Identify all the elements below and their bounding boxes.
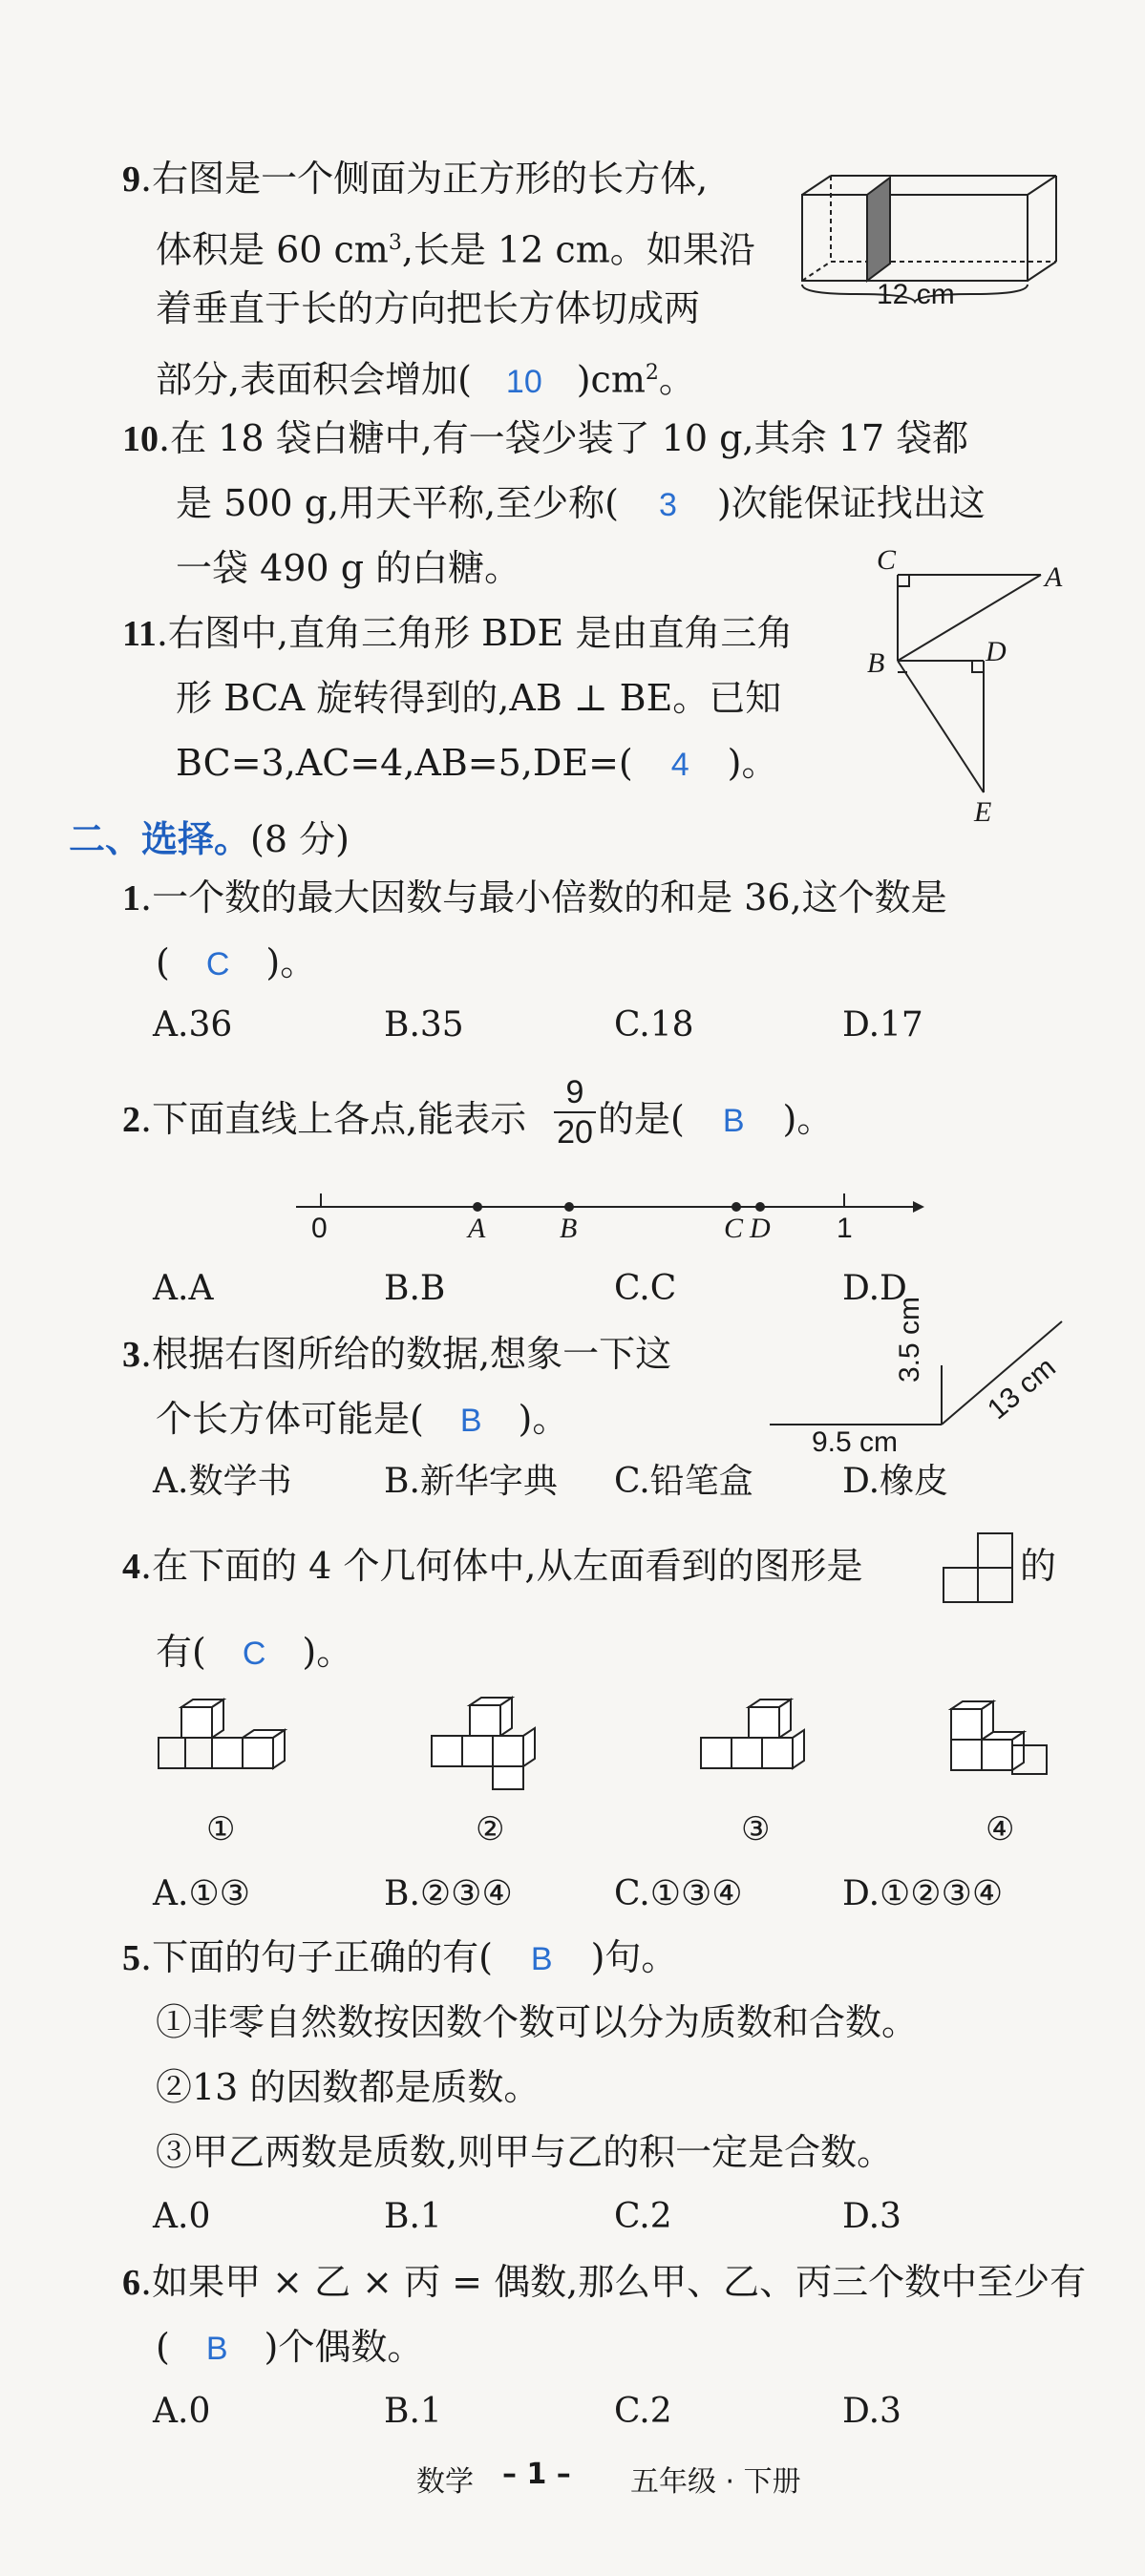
c4-answer: C (242, 1636, 266, 1672)
c3-option-d: D.橡皮 (842, 1462, 949, 1501)
c3-line1: 3.根据右图所给的数据,想象一下这 (122, 1333, 672, 1375)
q10-answer: 3 (659, 487, 677, 523)
c5-line1: 5.下面的句子正确的有( B )句。 (122, 1936, 678, 1978)
c2-option-c: C.C (614, 1269, 677, 1308)
axis-label-zero: 0 (311, 1213, 328, 1244)
q11-answer: 4 (670, 747, 689, 783)
c6-line2: ( B )个偶数。 (156, 2326, 424, 2368)
section-heading: 二、选择。(8 分) (69, 817, 350, 860)
c4-line1: 4.在下面的 4 个几何体中,从左面看到的图形是 (122, 1545, 863, 1587)
left-view-icon (940, 1531, 1016, 1604)
solid-3 (701, 1700, 825, 1785)
c2-fraction-numerator: 9 (565, 1074, 584, 1110)
solid-1 (159, 1700, 292, 1785)
solid-4 (951, 1698, 1066, 1793)
q9-line4: 部分,表面积会增加( 10 )$cm^2$。 (156, 358, 695, 401)
c6-answer: B (205, 2331, 228, 2367)
solid-label-2: ② (476, 1810, 505, 1848)
c3-width-label: 9.5 cm (812, 1426, 899, 1458)
c4-line1b: 的 (1020, 1545, 1057, 1587)
c2-fraction (554, 1073, 596, 1151)
c2-option-a: A.A (153, 1269, 214, 1308)
c2-line1: 2.下面直线上各点,能表示 (122, 1098, 527, 1140)
c4-option-b: B.②③④ (384, 1874, 513, 1913)
c2-answer: B (722, 1103, 745, 1139)
q9-length-label: 12 cm (877, 279, 955, 310)
footer-subject: 数学 (416, 2465, 474, 2499)
q10-line3: 一袋 490 g 的白糖。 (176, 547, 521, 589)
c2-line1b: 的是( B )。 (598, 1098, 834, 1140)
c4-option-a: A.①③ (153, 1874, 250, 1913)
q10-line2: 是 500 g,用天平称,至少称( 3 )次能保证找出这 (176, 482, 986, 524)
c3-option-c: C.铅笔盒 (614, 1462, 753, 1501)
c1-answer: C (205, 946, 230, 982)
q11-point-b: B (867, 647, 885, 679)
c5-option-b: B.1 (384, 2197, 442, 2236)
c5-statement-2: ②13 的因数都是质数。 (156, 2066, 541, 2108)
c2-option-d: D.D (842, 1269, 907, 1308)
q11-point-d: D (986, 636, 1007, 667)
axis-label-one: 1 (837, 1213, 853, 1244)
c1-option-b: B.35 (384, 1005, 464, 1045)
c6-option-d: D.3 (842, 2392, 901, 2431)
c4-option-c: C.①③④ (614, 1874, 743, 1913)
c6-line1: 6.如果甲 × 乙 × 丙 = 偶数,那么甲、乙、丙三个数中至少有 (122, 2261, 1087, 2303)
c4-line2: 有( C )。 (156, 1631, 353, 1673)
c6-option-c: C.2 (614, 2392, 672, 2431)
axis-point-b: B (560, 1213, 578, 1244)
c5-option-a: A.0 (153, 2197, 211, 2236)
axis-point-c: C (724, 1213, 744, 1244)
c5-statement-1: ①非零自然数按因数个数可以分为质数和合数。 (156, 2001, 919, 2043)
q11-point-c: C (877, 544, 897, 576)
c1-option-d: D.17 (842, 1005, 923, 1045)
q10-line1: 10.在 18 袋白糖中,有一袋少装了 10 g,其余 17 袋都 (122, 417, 969, 459)
c3-depth-label: 13 cm (982, 1351, 1062, 1426)
solid-label-1: ① (206, 1810, 236, 1848)
c3-option-a: A.数学书 (153, 1462, 292, 1501)
c1-option-c: C.18 (614, 1005, 694, 1045)
q9-line3: 着垂直于长的方向把长方体切成两 (156, 287, 701, 329)
solid-label-3: ③ (741, 1810, 771, 1848)
q11-point-e: E (974, 796, 992, 828)
footer-grade: 五年级 · 下册 (630, 2465, 801, 2499)
number-line (296, 1184, 926, 1213)
c3-line2: 个长方体可能是( B )。 (156, 1398, 569, 1440)
q11-line3: BC=3,AC=4,AB=5,DE=( 4 )。 (176, 742, 778, 784)
axis-point-a: A (468, 1213, 486, 1244)
c6-option-a: A.0 (153, 2392, 211, 2431)
axis-point-d: D (750, 1213, 771, 1244)
c1-option-a: A.36 (153, 1005, 233, 1045)
c3-option-b: B.新华字典 (384, 1462, 558, 1501)
c6-option-b: B.1 (384, 2392, 442, 2431)
c5-statement-3: ③甲乙两数是质数,则甲与乙的积一定是合数。 (156, 2131, 894, 2173)
c3-height-label: 3.5 cm (894, 1296, 925, 1383)
c2-fraction-denominator: 20 (554, 1111, 596, 1151)
solid-2 (432, 1696, 565, 1791)
c3-answer: B (459, 1403, 482, 1439)
triangle-figure (888, 563, 1079, 812)
c5-option-c: C.2 (614, 2197, 672, 2236)
footer-page-number: – 1 – (502, 2458, 571, 2491)
c1-line2: ( C )。 (156, 941, 317, 983)
solid-label-4: ④ (986, 1810, 1015, 1848)
c1-line1: 1.一个数的最大因数与最小倍数的和是 36,这个数是 (122, 876, 947, 918)
q11-line1: 11.右图中,直角三角形 BDE 是由直角三角 (122, 612, 794, 654)
c4-option-d: D.①②③④ (842, 1874, 1004, 1913)
q9-line2: 体积是 60 $cm^3$,长是 12 cm。如果沿 (156, 228, 755, 271)
c5-option-d: D.3 (842, 2197, 901, 2236)
c2-option-b: B.B (384, 1269, 446, 1308)
q11-line2: 形 BCA 旋转得到的,AB ⊥ BE。已知 (176, 677, 782, 719)
q11-point-a: A (1045, 561, 1063, 593)
c5-answer: B (530, 1941, 553, 1977)
q9-line1: 9.右图是一个侧面为正方形的长方体, (122, 158, 709, 200)
q9-answer: 10 (505, 363, 542, 400)
